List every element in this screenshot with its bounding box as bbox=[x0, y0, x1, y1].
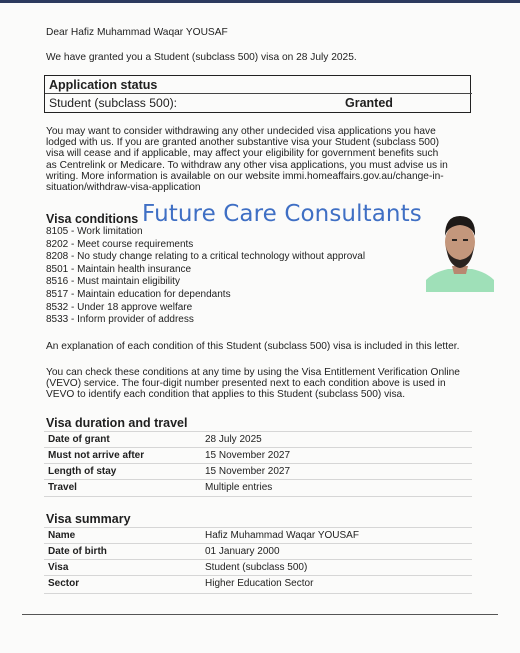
condition-item: 8208 - No study change relating to a critical technology without approval bbox=[46, 251, 366, 263]
withdraw-line: situation/withdraw-visa-application bbox=[46, 182, 201, 194]
withdraw-line: You may want to consider withdrawing any other undecided visa applications you have bbox=[46, 126, 436, 137]
condition-item: 8533 - Inform provider of address bbox=[46, 314, 194, 326]
application-status-heading: Application status bbox=[49, 78, 158, 92]
row-value: Student (subclass 500) bbox=[205, 562, 308, 573]
row-divider bbox=[44, 431, 472, 432]
row-label: Must not arrive after bbox=[48, 450, 145, 461]
condition-item: 8202 - Meet course requirements bbox=[46, 238, 194, 250]
row-value: Multiple entries bbox=[205, 482, 273, 493]
row-value: 15 November 2027 bbox=[205, 450, 291, 461]
vevo-line: (VEVO) service. The four-digit number presented next to each condition above is used in bbox=[46, 378, 446, 390]
visa-conditions-list bbox=[46, 226, 365, 327]
row-label: Date of birth bbox=[48, 546, 107, 557]
row-divider bbox=[44, 575, 472, 576]
row-value: Hafiz Muhammad Waqar YOUSAF bbox=[205, 530, 359, 541]
grant-sentence: We have granted you a Student (subclass 500) visa on 28 July 2025. bbox=[46, 52, 357, 63]
vevo-paragraph bbox=[46, 367, 460, 401]
profile-photo bbox=[426, 206, 494, 292]
row-value: 01 January 2000 bbox=[205, 546, 280, 557]
condition-item: 8501 - Maintain health insurance bbox=[46, 263, 192, 275]
vevo-line: You can check these conditions at any time by using the Visa Entitlement Verification Online bbox=[46, 367, 460, 378]
row-divider bbox=[44, 559, 472, 560]
salutation: Dear Hafiz Muhammad Waqar YOUSAF bbox=[46, 27, 228, 38]
status-value: Granted bbox=[345, 96, 393, 110]
explanation-line: An explanation of each condition of this Student (subclass 500) visa is included in this letter. bbox=[46, 341, 460, 352]
row-label: Sector bbox=[48, 578, 80, 589]
bottom-rule bbox=[22, 614, 498, 615]
row-label: Visa bbox=[48, 562, 69, 573]
row-divider bbox=[44, 543, 472, 544]
condition-item: 8532 - Under 18 approve welfare bbox=[46, 301, 193, 313]
condition-item: 8105 - Work limitation bbox=[46, 226, 143, 237]
row-divider bbox=[44, 527, 472, 528]
row-label: Length of stay bbox=[48, 466, 117, 477]
duration-travel-heading: Visa duration and travel bbox=[46, 416, 188, 430]
withdraw-line: visa will cease and if applicable, may affect your eligibility for government benefits such bbox=[46, 148, 439, 160]
withdraw-line: lodged with us. If you are granted another substantive visa your Student (subclass 500) bbox=[46, 137, 440, 149]
status-divider bbox=[45, 93, 472, 94]
application-status-box bbox=[44, 75, 471, 113]
condition-item: 8517 - Maintain education for dependants bbox=[46, 288, 231, 300]
withdraw-paragraph bbox=[46, 126, 448, 193]
visa-summary-heading: Visa summary bbox=[46, 512, 131, 526]
row-label: Travel bbox=[48, 482, 77, 493]
row-value: 15 November 2027 bbox=[205, 466, 291, 477]
row-divider bbox=[44, 496, 472, 497]
vevo-line: VEVO to identify each condition that applies to this Student (subclass 500) visa. bbox=[46, 389, 406, 401]
status-visa-label: Student (subclass 500): bbox=[49, 96, 178, 110]
row-value: Higher Education Sector bbox=[205, 578, 314, 589]
condition-item: 8516 - Must maintain eligibility bbox=[46, 276, 180, 288]
withdraw-line: as Centrelink or Medicare. To withdraw any other visa applications, you must advise us in bbox=[46, 159, 448, 171]
row-divider bbox=[44, 593, 472, 594]
withdraw-line: writing. More information is available on our website immi.homeaffairs.gov.au/change-in- bbox=[46, 170, 444, 182]
row-value: 28 July 2025 bbox=[205, 434, 262, 445]
row-divider bbox=[44, 463, 472, 464]
watermark-text: Future Care Consultants bbox=[142, 201, 422, 227]
visa-conditions-heading: Visa conditions bbox=[46, 212, 139, 226]
row-label: Date of grant bbox=[48, 434, 110, 445]
row-label: Name bbox=[48, 530, 76, 541]
row-divider bbox=[44, 447, 472, 448]
row-divider bbox=[44, 479, 472, 480]
